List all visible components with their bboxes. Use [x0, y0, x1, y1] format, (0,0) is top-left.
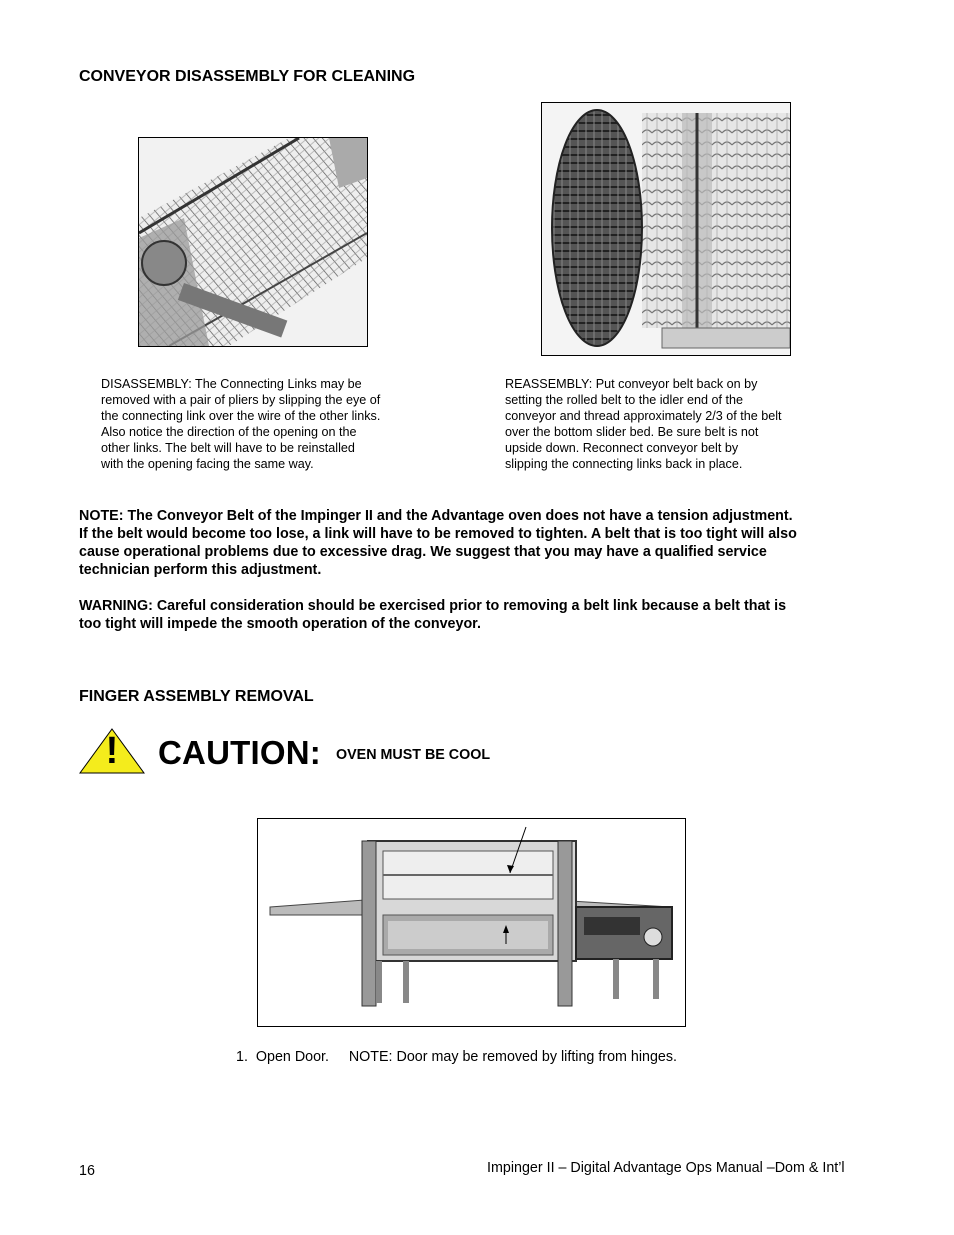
photo-conveyor-disassembly [138, 137, 368, 347]
note-paragraph [79, 507, 929, 579]
section-heading-finger-assembly: FINGER ASSEMBLY REMOVAL [79, 688, 314, 705]
caption-line: over the bottom slider bed. Be sure belt is not [505, 425, 759, 439]
warning-line: WARNING: Careful consideration should be exercised prior to removing a belt link because a belt that is [79, 598, 787, 614]
manual-title: Impinger II – Digital Advantage Ops Manual –Dom & Int’l [487, 1160, 845, 1176]
note-line: If the belt would become too lose, a link will have to be removed to tighten. A belt that is too tight will also [79, 526, 797, 542]
caption-line: DISASSEMBLY: The Connecting Links may be [101, 377, 362, 391]
photo-oven [257, 818, 686, 1027]
warning-line: too tight will impede the smooth operation of the conveyor. [79, 616, 481, 632]
note-line: technician perform this adjustment. [79, 562, 322, 578]
caption-line: upside down. Reconnect conveyor belt by [505, 441, 739, 455]
step-open-door: 1. Open Door. NOTE: Door may be removed by lifting from hinges. [236, 1049, 678, 1065]
caption-line: slipping the connecting links back in place. [505, 457, 743, 471]
caption-line: REASSEMBLY: Put conveyor belt back on by [505, 377, 758, 391]
section-heading-conveyor: CONVEYOR DISASSEMBLY FOR CLEANING [79, 68, 416, 85]
caption-line: the connecting link over the wire of the other links. [101, 409, 381, 423]
caption-line: with the opening facing the same way. [101, 457, 314, 471]
note-line: NOTE: The Conveyor Belt of the Impinger II and the Advantage oven does not have a tension adjustment. [79, 508, 793, 524]
page-number: 16 [79, 1163, 95, 1179]
caption-line: removed with a pair of pliers by slipping the eye of [101, 393, 381, 407]
caption-line: setting the rolled belt to the idler end of the [505, 393, 744, 407]
disassembly-caption [101, 376, 431, 472]
reassembly-caption [505, 376, 835, 472]
warning-paragraph [79, 597, 929, 633]
caption-line: conveyor and thread approximately 2/3 of the belt [505, 409, 782, 423]
caption-line: other links. The belt will have to be reinstalled [101, 441, 355, 455]
note-line: cause operational problems due to excessive drag. We suggest that you may have a qualified service [79, 544, 767, 560]
caption-line: Also notice the direction of the opening on the [101, 425, 357, 439]
caution-text: OVEN MUST BE COOL [336, 747, 491, 763]
photo-conveyor-reassembly [541, 102, 791, 356]
caution-exclamation: ! [105, 730, 119, 772]
caution-title: CAUTION: [158, 734, 321, 771]
